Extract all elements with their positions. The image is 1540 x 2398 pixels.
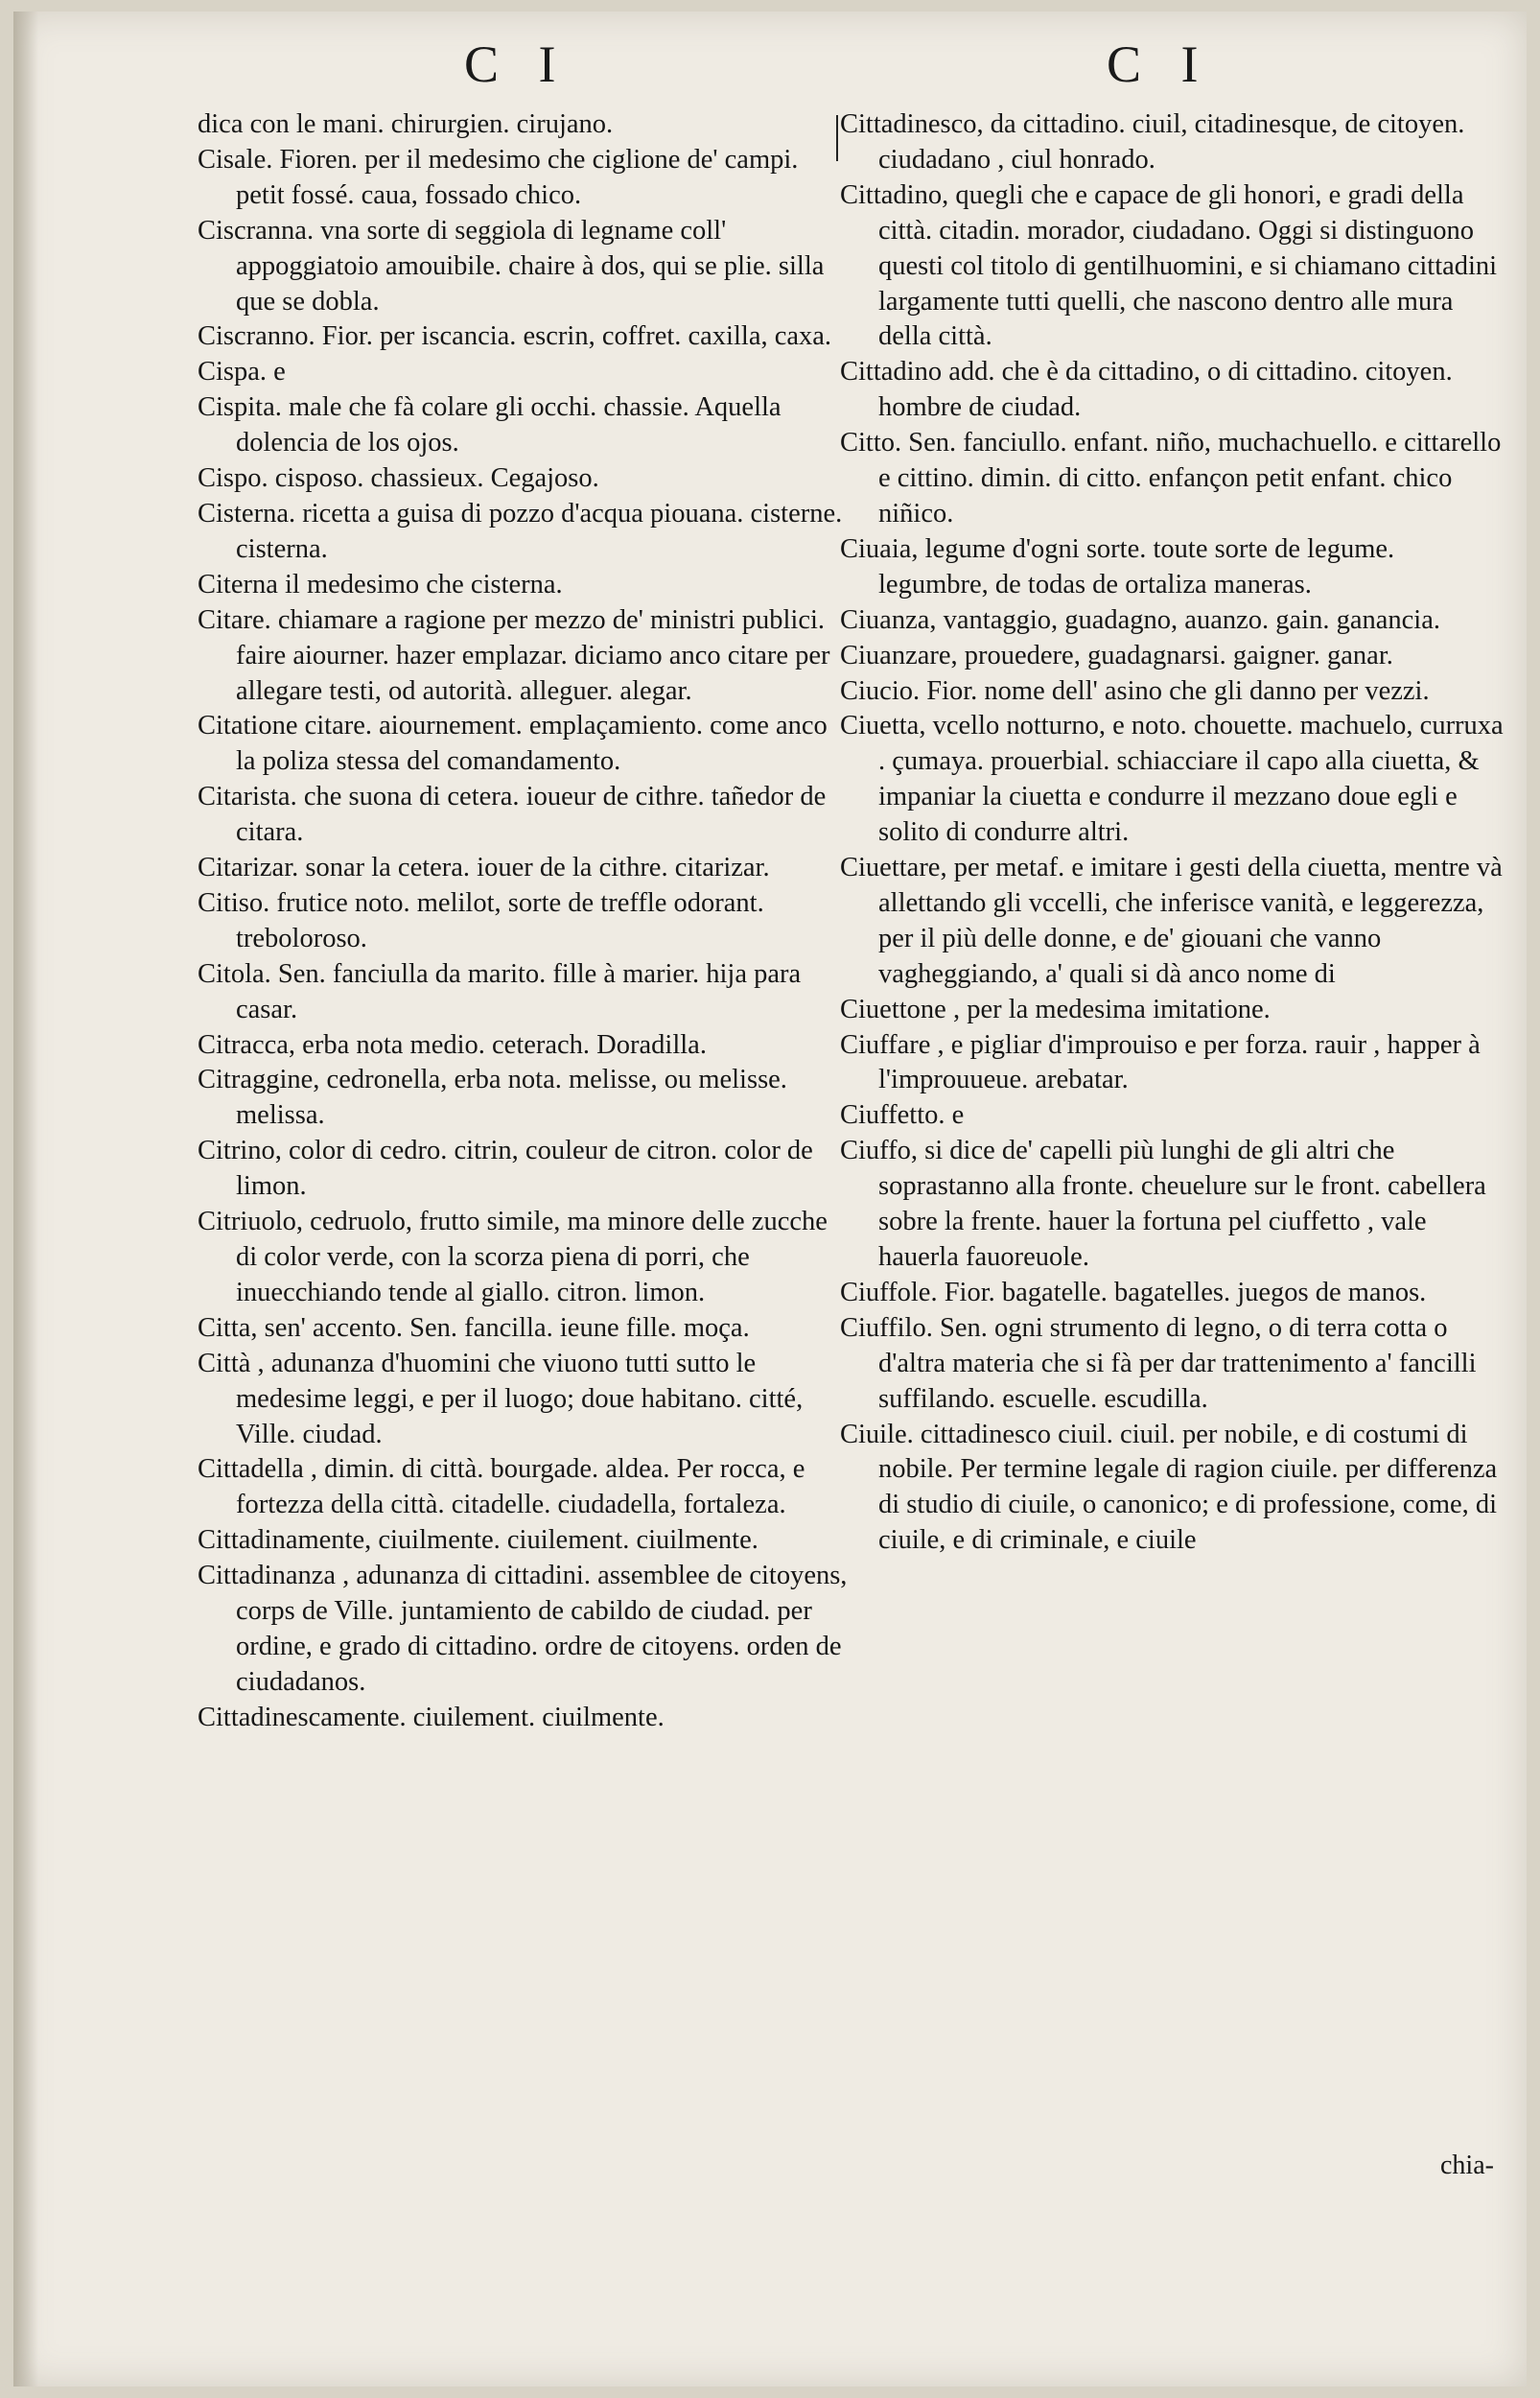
page-edge-shadow — [13, 12, 38, 2386]
dictionary-entry: Citraggine, cedronella, erba nota. melisse, ou melisse. melissa. — [198, 1065, 787, 1131]
dictionary-entry: Cispa. e — [198, 357, 286, 388]
dictionary-entry: Ciuffo, si dice de' capelli più lunghi de gli altri che soprastanno alla fronte. cheuelure sur le front. cabellera sobre la frente. hauer la fortuna pel ciuffetto , vale hauerla fauoreuole. — [840, 1136, 1486, 1272]
dictionary-entry: Cispo. cisposo. chassieux. Cegajoso. — [198, 463, 599, 494]
dictionary-entry: Cittadinamente, ciuilmente. ciuilement. ciuilmente. — [198, 1525, 758, 1556]
dictionary-entry: Citarizar. sonar la cetera. iouer de la cithre. citarizar. — [198, 853, 770, 883]
dictionary-entry: Cittadinesco, da cittadino. ciuil, citadinesque, de citoyen. ciudadano , ciul honrado. — [840, 109, 1465, 175]
dictionary-entry: Citiso. frutice noto. melilot, sorte de treffle odorant. treboloroso. — [198, 887, 764, 953]
dictionary-page — [13, 12, 1527, 2386]
running-head-right: C I — [1107, 35, 1212, 93]
dictionary-entry: Citare. chiamare a ragione per mezzo de' ministri publici. faire aiourner. hazer emplazar. diciamo anco citare per allegare testi, od autorità. alleguer. alegar. — [198, 604, 830, 706]
dictionary-entry: Ciuffole. Fior. bagatelle. bagatelles. juegos de manos. — [840, 1277, 1427, 1307]
dictionary-entry: Ciuettare, per metaf. e imitare i gesti della ciuetta, mentre và allettando gli vccelli, che inferisce vanità, e leggerezza, per il più delle donne, e de' giouani che vanno vagheggiando, a' quali si dà anco nome di — [840, 853, 1503, 989]
dictionary-entry: Citatione citare. aiournement. emplaçamiento. come anco la poliza stessa del comandamento. — [198, 711, 828, 777]
dictionary-entry: Ciuffetto. e — [840, 1100, 965, 1131]
dictionary-entry: Ciucio. Fior. nome dell' asino che gli danno per vezzi. — [840, 675, 1430, 706]
dictionary-entry: Citola. Sen. fanciulla da marito. fille à marier. hija para casar. — [198, 958, 802, 1024]
dictionary-entry: Cittadella , dimin. di città. bourgade. aldea. Per rocca, e fortezza della città. citadelle. ciudadella, fortaleza. — [198, 1454, 805, 1520]
dictionary-entry: Ciuetta, vcello notturno, e noto. chouette. machuelo, curruxa . çumaya. prouerbial. schiacciare il capo alla ciuetta, & impaniar la ciuetta e condurre il mezzano doue egli e solito di condurre altri. — [840, 711, 1504, 848]
dictionary-entry: Ciuaia, legume d'ogni sorte. toute sorte de legume. legumbre, de todas de ortaliza maneras. — [840, 533, 1395, 600]
dictionary-entry: Cisale. Fioren. per il medesimo che ciglione de' campi. petit fossé. caua, fossado chico. — [198, 144, 799, 210]
left-column — [198, 107, 850, 1736]
dictionary-entry: Cittadino, quegli che e capace de gli honori, e gradi della città. citadin. morador, ciudadano. Oggi si distinguono questi col titolo di gentilhuomini, e si chiamano cittadini largamente tutti quelli, che nascono dentro alle mura della città. — [840, 179, 1498, 352]
dictionary-entry: Ciuffare , e pigliar d'improuiso e per forza. rauir , happer à l'improuueue. arebatar. — [840, 1029, 1481, 1095]
dictionary-entry: Cittadinanza , adunanza di cittadini. assemblee de citoyens, corps de Ville. juntamiento de cabildo de ciudad. per ordine, e grado di cittadino. ordre de citoyens. orden de ciudadanos. — [198, 1561, 848, 1697]
dictionary-entry: Cittadino add. che è da cittadino, o di cittadino. citoyen. hombre de ciudad. — [840, 357, 1453, 423]
right-column — [840, 107, 1511, 1559]
dictionary-entry: Ciuanzare, prouedere, guadagnarsi. gaigner. ganar. — [840, 640, 1393, 670]
dictionary-entry: Cispita. male che fà colare gli occhi. chassie. Aquella dolencia de los ojos. — [198, 392, 782, 458]
catchword: chia- — [1440, 2151, 1494, 2180]
dictionary-entry: Ciscranna. vna sorte di seggiola di legname coll' appoggiatoio amouibile. chaire à dos, qui se plie. silla que se dobla. — [198, 215, 825, 317]
dictionary-entry: Citerna il medesimo che cisterna. — [198, 569, 563, 600]
dictionary-entry: Citta, sen' accento. Sen. fancilla. ieune fille. moça. — [198, 1312, 750, 1343]
dictionary-entry: Ciscranno. Fior. per iscancia. escrin, coffret. caxilla, caxa. — [198, 321, 832, 352]
running-head-left: C I — [464, 35, 570, 93]
dictionary-entry: Citrino, color di cedro. citrin, couleur de citron. color de limon. — [198, 1136, 813, 1202]
dictionary-entry: Città , adunanza d'huomini che viuono tutti sutto le medesime leggi, e per il luogo; doue habitano. citté, Ville. ciudad. — [198, 1348, 804, 1449]
dictionary-entry: Cittadinescamente. ciuilement. ciuilmente. — [198, 1702, 665, 1732]
dictionary-entry: Citracca, erba nota medio. ceterach. Doradilla. — [198, 1029, 707, 1060]
dictionary-entry: Ciuettone , per la medesima imitatione. — [840, 994, 1271, 1024]
dictionary-entry: dica con le mani. chirurgien. cirujano. — [198, 109, 614, 139]
dictionary-entry: Ciuffilo. Sen. ogni strumento di legno, o di terra cotta o d'altra materia che si fà per dar trattenimento a' fancilli suffilando. escuelle. escudilla. — [840, 1312, 1477, 1414]
dictionary-entry: Citriuolo, cedruolo, frutto simile, ma minore delle zucche di color verde, con la scorza piena di porri, che inuecchiando tende al giallo. citron. limon. — [198, 1207, 828, 1307]
dictionary-entry: Cisterna. ricetta a guisa di pozzo d'acqua piouana. cisterne. cisterna. — [198, 498, 843, 564]
dictionary-entry: Ciuile. cittadinesco ciuil. ciuil. per nobile, e di costumi di nobile. Per termine legale di ragion ciuile. per differenza di studio di ciuile, o canonico; e di professione, come, di ciuile, e di criminale, e ciuile — [840, 1419, 1498, 1556]
dictionary-entry: Citto. Sen. fanciullo. enfant. niño, muchachuello. e cittarello e cittino. dimin. di citto. enfançon petit enfant. chico niñico. — [840, 428, 1502, 529]
dictionary-entry: Ciuanza, vantaggio, guadagno, auanzo. gain. ganancia. — [840, 604, 1440, 635]
dictionary-entry: Citarista. che suona di cetera. ioueur de cithre. tañedor de citara. — [198, 782, 827, 848]
